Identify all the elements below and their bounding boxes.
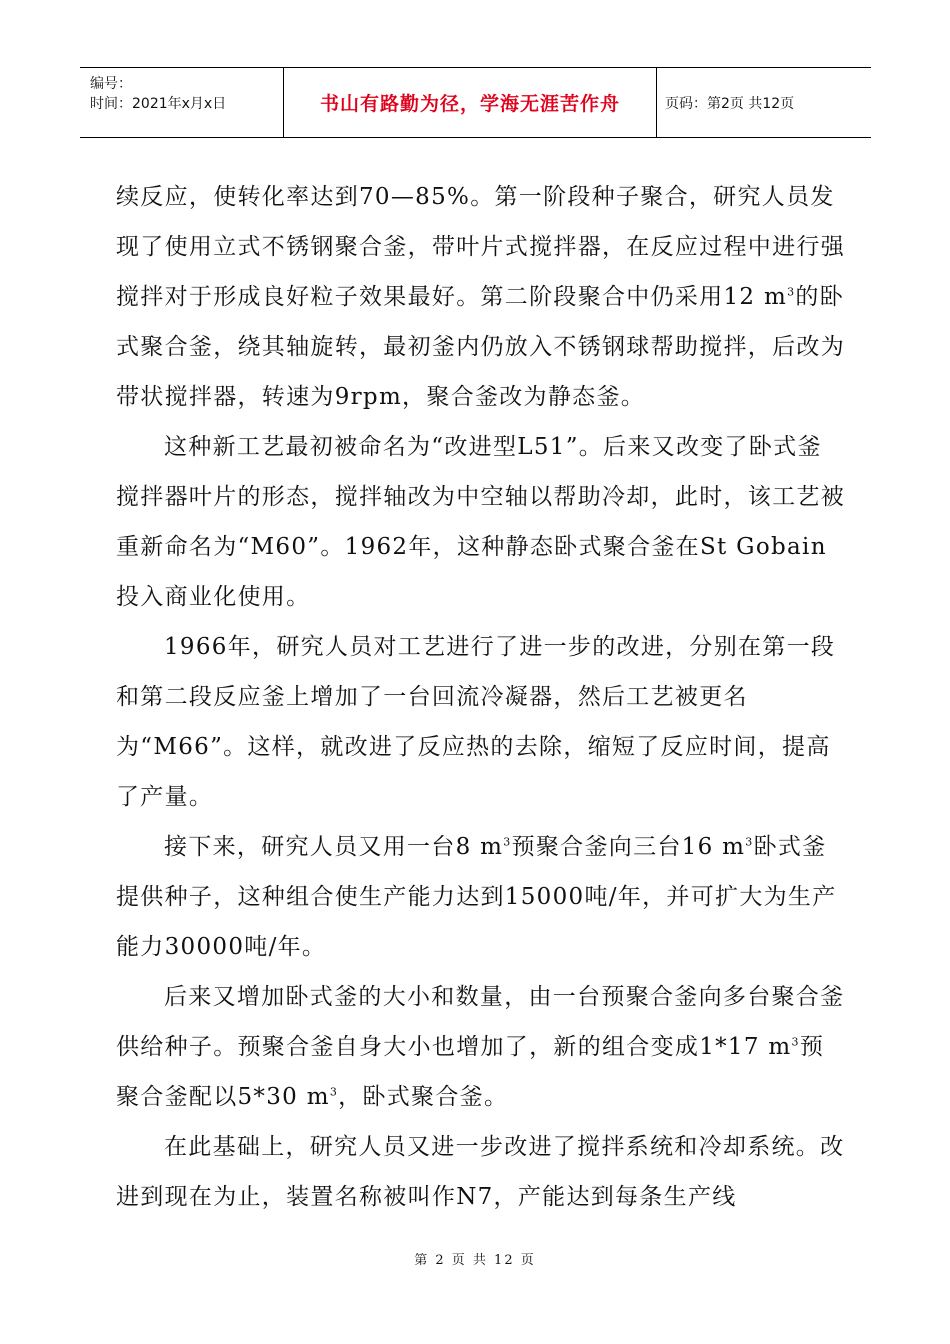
paragraph-6: 在此基础上，研究人员又进一步改进了搅拌系统和冷却系统。改进到现在为止，装置名称被叫作N7，产能达到每条生产线 — [116, 1134, 845, 1210]
paragraph-3: 1966年，研究人员对工艺进行了进一步的改进，分别在第一段和第二段反应釜上增加了一台回流冷凝器，然后工艺被更名为“M66”。这样，就改进了反应热的去除，缩短了反应时间，提高了产量。 — [116, 634, 836, 810]
motto-text: 书山有路勤为径，学海无涯苦作舟 — [319, 93, 620, 115]
paragraph-4: 接下来，研究人员又用一台8 $m^3$预聚合釜向三台16 $m^3$卧式釜提供种子，这种组合使生产能力达到15000吨/年，并可扩大为生产能力30000吨/年。 — [116, 834, 837, 960]
serial-number-label: 编号： — [90, 76, 132, 92]
page-footer: 第 2 页 共 12 页 — [414, 1253, 536, 1268]
paragraph-5: 后来又增加卧式釜的大小和数量，由一台预聚合釜向多台聚合釜供给种子。预聚合釜自身大小也增加了，新的组合变成1*17 $m^3$预聚合釜配以5*30 $m^3$，卧式聚合釜。 — [116, 984, 845, 1110]
header-motto-cell — [283, 68, 657, 137]
header-info — [80, 68, 283, 137]
paragraph-1: 续反应，使转化率达到70—85%。第一阶段种子聚合，研究人员发现了使用立式不锈钢聚合釜，带叶片式搅拌器，在反应过程中进行强搅拌对于形成良好粒子效果最好。第二阶段聚合中仍采用12 $m^3$的卧式聚合釜，绕其轴旋转，最初釜内仍放入不锈钢球帮助搅拌，后改为带状搅拌器，转速为9rpm，聚合釜改为静态釜。 — [116, 184, 845, 410]
page-number-label: 页码：第2页 共12页 — [665, 95, 795, 112]
document-body — [116, 172, 846, 1222]
date-label: 时间：2021年x月x日 — [90, 96, 227, 112]
header-page-cell — [657, 68, 871, 137]
page-header — [80, 67, 871, 138]
paragraph-2: 这种新工艺最初被命名为“改进型L51”。后来又改变了卧式釜搅拌器叶片的形态，搅拌轴改为中空轴以帮助冷却，此时，该工艺被重新命名为“M60”。1962年，这种静态卧式聚合釜在St Gobain投入商业化使用。 — [116, 434, 845, 610]
